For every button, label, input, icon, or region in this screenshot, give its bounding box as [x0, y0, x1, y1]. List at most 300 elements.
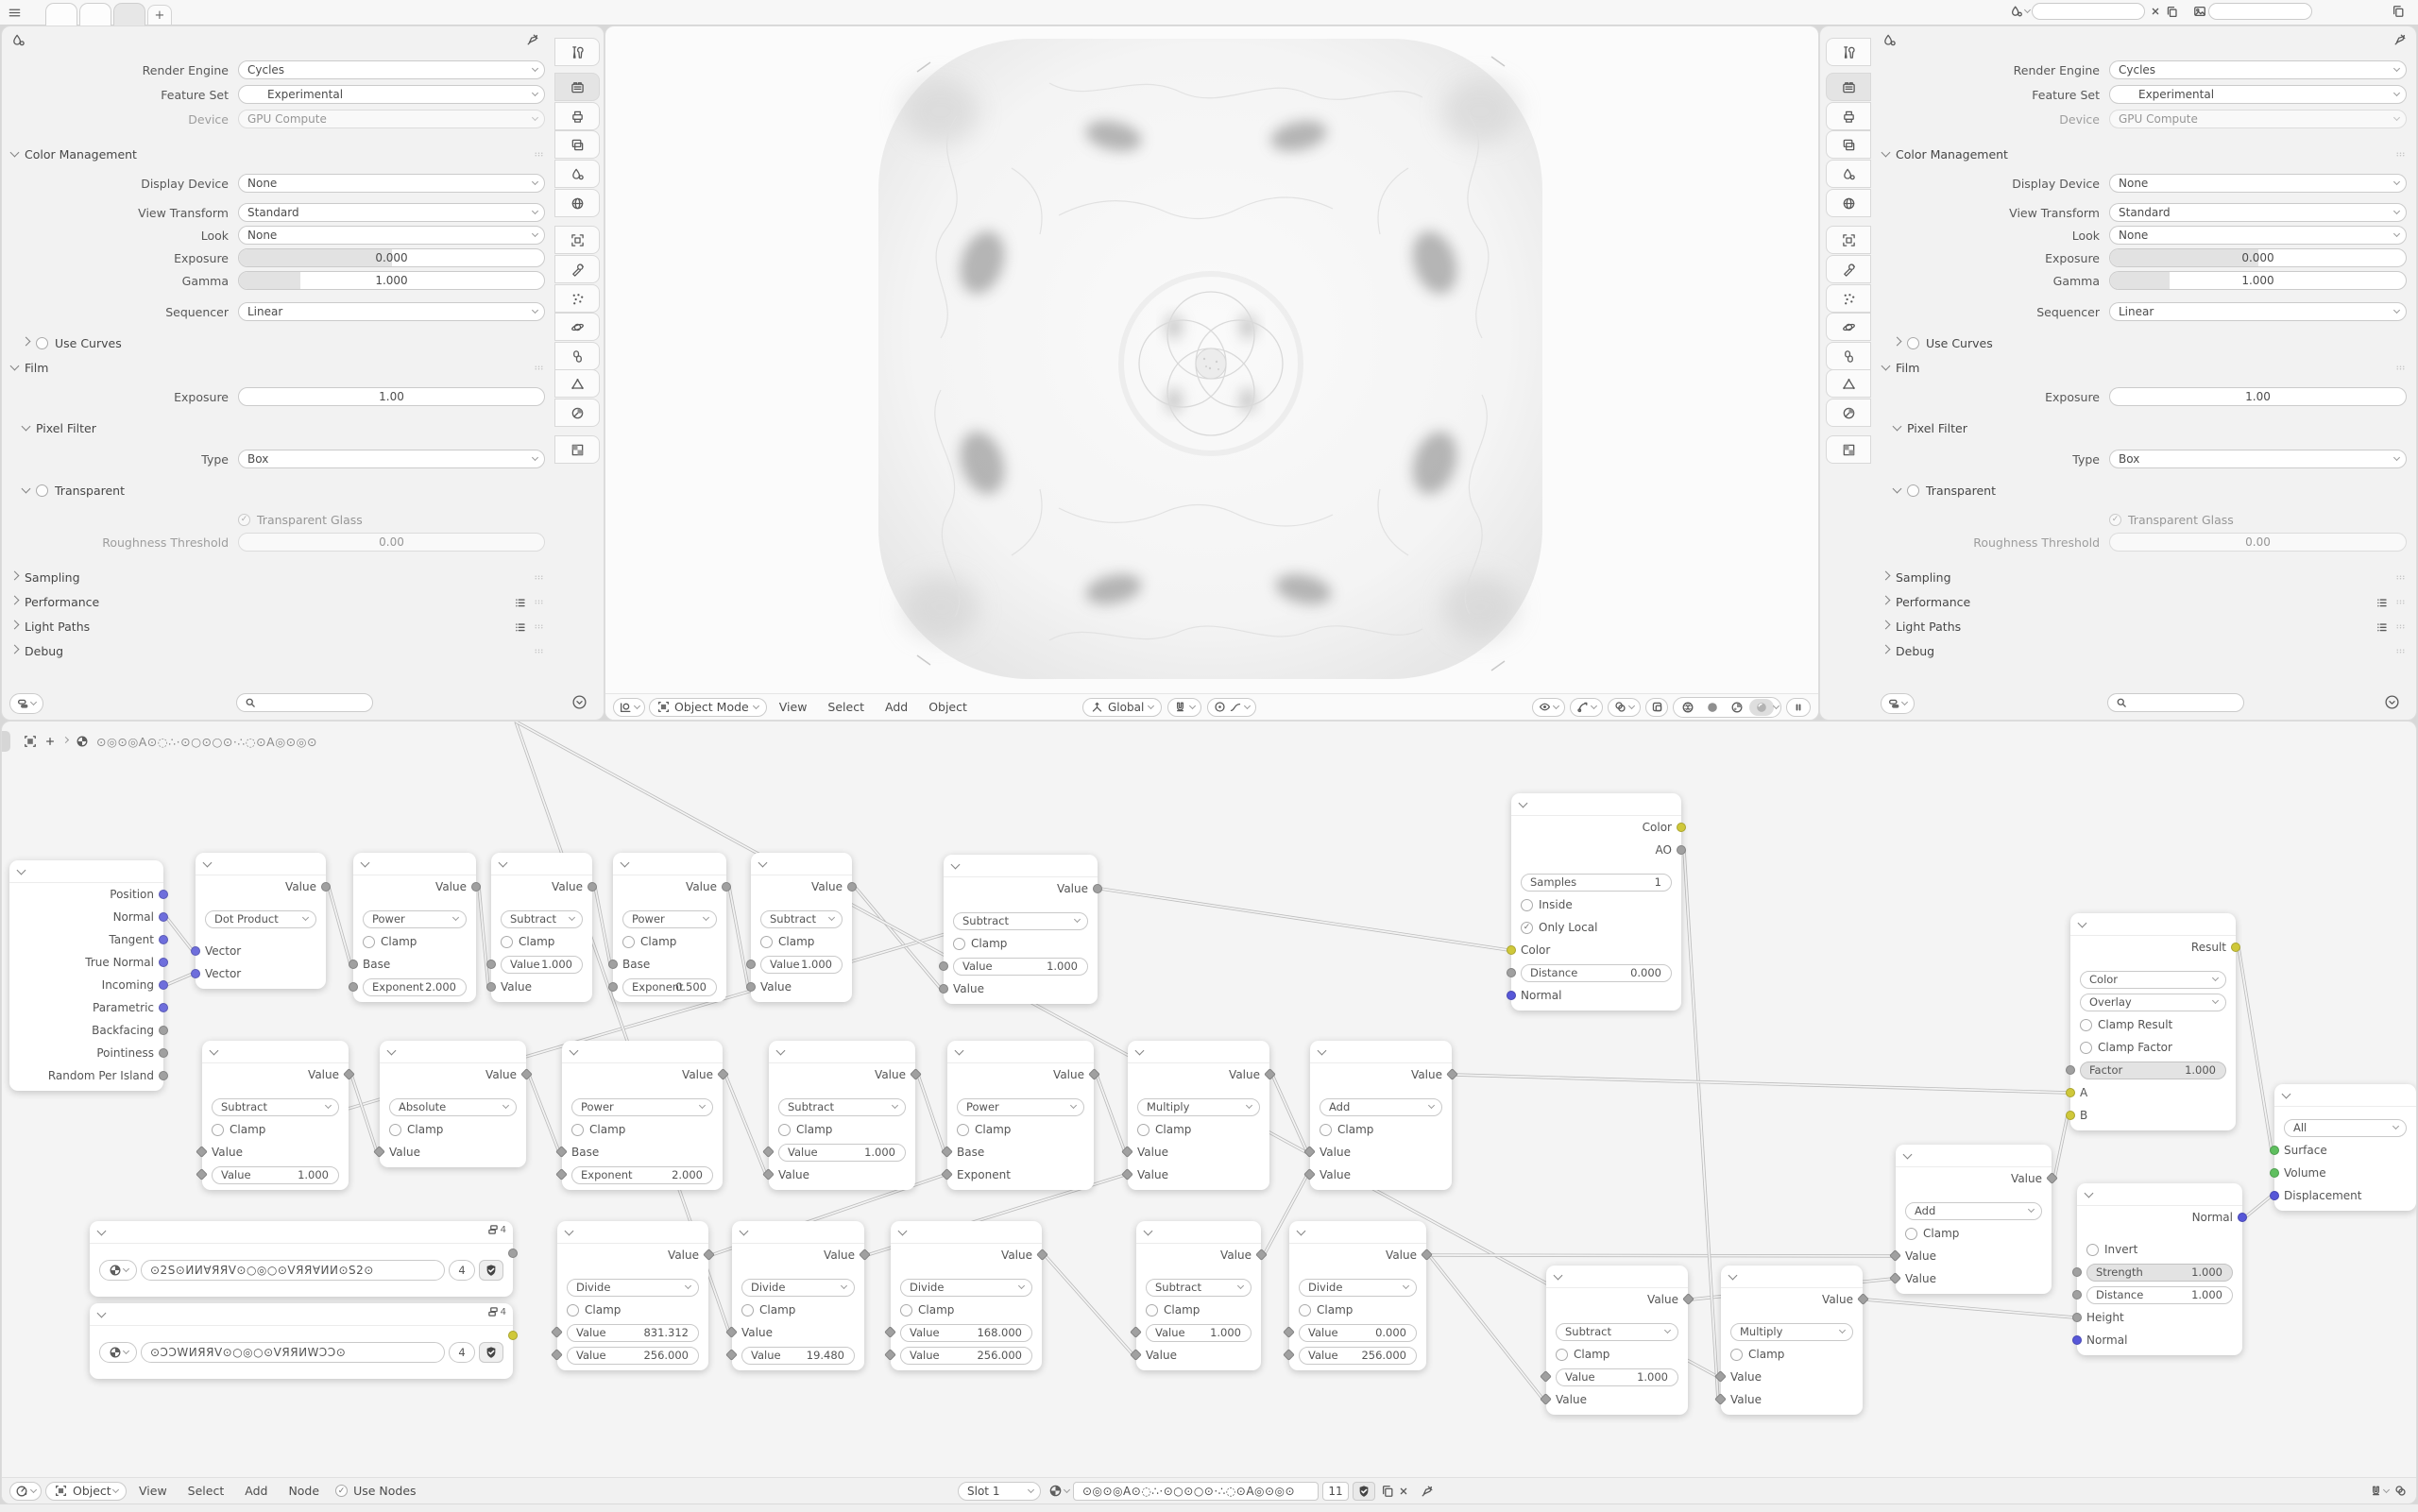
workspace-tab-2[interactable]: [79, 3, 111, 25]
node-header[interactable]: [491, 853, 592, 875]
search-input[interactable]: [236, 693, 373, 712]
node-texA[interactable]: [90, 1221, 513, 1297]
section-light-paths[interactable]: Light Paths: [11, 614, 551, 638]
properties-tab-constraints[interactable]: [554, 342, 600, 370]
node-multiply1[interactable]: [1128, 1041, 1269, 1190]
toggle-transparent[interactable]: Transparent: [1894, 478, 1996, 502]
node-value-field[interactable]: Value 0.000: [1299, 1324, 1417, 1342]
socket-subtract3:o0[interactable]: [1093, 884, 1102, 893]
node-dropdown[interactable]: Power: [622, 910, 717, 928]
properties-tab-world[interactable]: [1826, 189, 1871, 217]
scene-name-field[interactable]: [2032, 3, 2145, 20]
node-header[interactable]: [196, 853, 326, 875]
socket-geometry:o0[interactable]: [159, 890, 168, 899]
node-checkbox[interactable]: [778, 1124, 791, 1136]
properties-tab-scene[interactable]: [554, 160, 600, 188]
material-users-count[interactable]: 11: [1322, 1482, 1349, 1501]
pause-render-button[interactable]: [1786, 698, 1811, 717]
fake-user-shield-button[interactable]: [479, 1260, 503, 1281]
node-value-field[interactable]: Value 256.000: [1299, 1347, 1417, 1365]
socket-mix:o0[interactable]: [2231, 943, 2240, 952]
pin-button[interactable]: [1421, 1485, 1434, 1498]
panel-options-button[interactable]: [2384, 694, 2400, 710]
prop-feature-set-dropdown[interactable]: Experimental: [2109, 85, 2407, 104]
properties-tab-material[interactable]: [1826, 399, 1871, 427]
prop-display-device-dropdown[interactable]: None: [2109, 174, 2407, 193]
node-checkbox[interactable]: [2086, 1244, 2099, 1256]
properties-tab-particles[interactable]: [554, 284, 600, 313]
node-dropdown[interactable]: Subtract: [953, 912, 1088, 930]
node-dot[interactable]: [196, 853, 326, 989]
node-multiply2[interactable]: [1721, 1266, 1863, 1415]
node-editor-menu-add[interactable]: Add: [245, 1484, 268, 1498]
prop-feature-set-dropdown[interactable]: Experimental: [238, 85, 545, 104]
checkbox[interactable]: [36, 484, 48, 497]
snap-toggle[interactable]: [1167, 698, 1201, 717]
node-subtract3[interactable]: [944, 855, 1098, 1004]
node-value-field[interactable]: Factor 1.000: [2080, 1062, 2226, 1079]
image-icon[interactable]: [2193, 5, 2206, 18]
node-checkbox[interactable]: [2080, 1019, 2092, 1031]
node-value-field[interactable]: Value 1.000: [953, 958, 1088, 976]
node-dropdown[interactable]: Subtract: [501, 910, 583, 928]
node-dropdown[interactable]: Subtract: [1146, 1279, 1252, 1297]
node-header[interactable]: [9, 860, 163, 883]
filter-toggle-button[interactable]: [9, 693, 43, 714]
preset-icon[interactable]: [514, 596, 526, 608]
section-pixel-filter[interactable]: Pixel Filter: [23, 416, 551, 440]
node-checkbox[interactable]: [622, 936, 635, 948]
socket-mix:i0[interactable]: [2066, 1065, 2075, 1075]
properties-tab-output[interactable]: [554, 102, 600, 130]
material-name-field[interactable]: ⊙◎⊙◎A⊙◌∴·⊙○⊙○⊙·∴◌⊙A◎⊙◎⊙: [1073, 1482, 1319, 1501]
section-pixel-filter[interactable]: Pixel Filter: [1894, 416, 2412, 440]
properties-tab-world[interactable]: [554, 189, 600, 217]
node-value-field[interactable]: Value 1.000: [501, 956, 583, 974]
properties-tab-scene[interactable]: [1826, 160, 1871, 188]
node-subtract2[interactable]: [751, 853, 852, 1002]
scene-new-button[interactable]: [2166, 6, 2178, 18]
socket-ao:i2[interactable]: [1507, 991, 1516, 1000]
node-value-field[interactable]: Value 831.312: [567, 1324, 699, 1342]
editor-type-button[interactable]: [613, 698, 645, 717]
properties-tab-object-data[interactable]: [554, 369, 600, 398]
section-debug[interactable]: Debug: [1882, 638, 2412, 663]
properties-tab-render[interactable]: [554, 73, 600, 101]
node-divide1[interactable]: [557, 1221, 708, 1370]
node-header[interactable]: [1128, 1041, 1269, 1063]
slot-dropdown[interactable]: Slot 1: [958, 1482, 1041, 1501]
properties-tab-modifiers[interactable]: [1826, 255, 1871, 283]
node-checkbox[interactable]: [571, 1124, 584, 1136]
shading-wireframe-button[interactable]: [1676, 699, 1700, 716]
node-snap-toggle[interactable]: [2370, 1485, 2389, 1497]
properties-tab-tool[interactable]: [1826, 38, 1871, 66]
overlays-dropdown[interactable]: [1608, 698, 1641, 717]
datablock-browse-button[interactable]: [99, 1260, 137, 1281]
node-power2[interactable]: [613, 853, 726, 1002]
node-value-field[interactable]: Distance 0.000: [1521, 964, 1672, 982]
socket-bump:i3[interactable]: [2072, 1335, 2082, 1345]
prop-gamma-slider[interactable]: 1.000: [2109, 271, 2407, 290]
scene-selector[interactable]: [2010, 5, 2030, 18]
node-checkbox[interactable]: [1556, 1349, 1568, 1361]
node-value-field[interactable]: Samples 1: [1521, 874, 1672, 892]
node-checkbox[interactable]: [363, 936, 375, 948]
prop-device-dropdown[interactable]: GPU Compute: [238, 110, 545, 128]
node-subtract7[interactable]: [1546, 1266, 1688, 1415]
node-bump[interactable]: [2077, 1183, 2242, 1355]
node-header[interactable]: [557, 1221, 708, 1244]
node-dropdown[interactable]: Divide: [1299, 1279, 1417, 1297]
users-count-button[interactable]: 4: [449, 1342, 475, 1363]
prop-sequencer-dropdown[interactable]: Linear: [238, 302, 545, 321]
editor-type-button[interactable]: [9, 1482, 42, 1501]
check-transparent-glass[interactable]: ✓ Transparent Glass: [2109, 508, 2407, 531]
node-header[interactable]: [944, 855, 1098, 877]
panel-pin-icon[interactable]: [2393, 33, 2407, 46]
node-checkbox[interactable]: [501, 936, 513, 948]
socket-power1:i0[interactable]: [349, 960, 358, 969]
socket-geometry:o5[interactable]: [159, 1003, 168, 1012]
socket-bump:i2[interactable]: [2072, 1313, 2082, 1322]
preset-menu-icon[interactable]: [514, 596, 526, 608]
section-light-paths[interactable]: Light Paths: [1882, 614, 2412, 638]
node-checkbox[interactable]: [957, 1124, 969, 1136]
prop-exposure-number[interactable]: 1.00: [238, 387, 545, 406]
prop-exposure-slider[interactable]: 0.000: [238, 248, 545, 267]
toggle-use-curves[interactable]: Use Curves: [1894, 331, 1993, 355]
prop-device-dropdown[interactable]: GPU Compute: [2109, 110, 2407, 128]
node-subtract4[interactable]: [202, 1041, 349, 1190]
node-header[interactable]: [732, 1221, 864, 1244]
checkbox[interactable]: [36, 337, 48, 349]
node-dropdown[interactable]: Dot Product: [205, 910, 316, 928]
fake-user-shield-button[interactable]: [479, 1342, 503, 1363]
shader-context-dropdown[interactable]: Object: [45, 1482, 127, 1501]
checkbox[interactable]: ✓: [2109, 514, 2121, 526]
node-add1[interactable]: [1310, 1041, 1452, 1190]
node-header[interactable]: [1896, 1145, 2052, 1167]
properties-tab-constraints[interactable]: [1826, 342, 1871, 370]
search-input[interactable]: [2107, 693, 2244, 712]
node-dropdown[interactable]: Divide: [567, 1279, 699, 1297]
node-value-field[interactable]: Exponent 2.000: [363, 978, 467, 996]
properties-tab-physics[interactable]: [1826, 313, 1871, 341]
node-geometry[interactable]: [9, 860, 163, 1091]
node-header[interactable]: [1136, 1221, 1261, 1244]
socket-dot:o0[interactable]: [321, 882, 331, 892]
socket-subtract1:o0[interactable]: [587, 882, 597, 892]
properties-tab-texture[interactable]: [1826, 435, 1871, 464]
visibility-dropdown[interactable]: [1532, 698, 1565, 717]
gizmos-dropdown[interactable]: [1570, 698, 1603, 717]
new-view-layer-button[interactable]: [2392, 5, 2405, 18]
node-editor-menu-view[interactable]: View: [139, 1484, 167, 1498]
node-checkbox[interactable]: [953, 938, 965, 950]
node-dropdown[interactable]: Divide: [900, 1279, 1032, 1297]
prop-type-dropdown[interactable]: Box: [238, 450, 545, 468]
node-header[interactable]: [380, 1041, 526, 1063]
socket-mix:i2[interactable]: [2066, 1111, 2075, 1120]
properties-tab-modifiers[interactable]: [554, 255, 600, 283]
node-value-field[interactable]: Value 168.000: [900, 1324, 1032, 1342]
app-menu-button[interactable]: [8, 4, 26, 21]
node-dropdown[interactable]: Color: [2080, 971, 2226, 989]
workspace-tab-1[interactable]: [45, 3, 77, 25]
node-checkbox[interactable]: [567, 1304, 579, 1317]
node-dropdown[interactable]: Subtract: [212, 1098, 339, 1116]
properties-tab-object-data[interactable]: [1826, 369, 1871, 398]
shading-material-button[interactable]: [1725, 699, 1749, 716]
socket-geometry:o2[interactable]: [159, 935, 168, 944]
node-header[interactable]: [90, 1221, 513, 1244]
node-value-field[interactable]: Distance 1.000: [2086, 1286, 2233, 1304]
node-checkbox[interactable]: [212, 1124, 224, 1136]
node-checkbox[interactable]: [1146, 1304, 1158, 1317]
panel-pin-icon[interactable]: [526, 33, 539, 46]
node-header[interactable]: [1511, 793, 1681, 816]
section-sampling[interactable]: Sampling: [1882, 565, 2412, 589]
node-checkbox[interactable]: [1299, 1304, 1311, 1317]
prop-exposure-slider[interactable]: 0.000: [2109, 248, 2407, 267]
node-header[interactable]: [751, 853, 852, 875]
prop-roughness-threshold-number[interactable]: 0.00: [2109, 533, 2407, 552]
node-dropdown[interactable]: Divide: [741, 1279, 855, 1297]
node-header[interactable]: [769, 1041, 915, 1063]
node-checkbox[interactable]: [1730, 1349, 1743, 1361]
node-dropdown[interactable]: Absolute: [389, 1098, 517, 1116]
node-header[interactable]: [2077, 1183, 2242, 1206]
socket-power2:i0[interactable]: [608, 960, 618, 969]
socket-dot:i0[interactable]: [191, 946, 200, 956]
node-dropdown[interactable]: Overlay: [2080, 994, 2226, 1011]
socket-subtract1:i1[interactable]: [486, 982, 496, 992]
node-header[interactable]: [202, 1041, 349, 1063]
node-value-field[interactable]: Value 256.000: [567, 1347, 699, 1365]
node-header[interactable]: [1310, 1041, 1452, 1063]
toggle-use-curves[interactable]: Use Curves: [23, 331, 122, 355]
node-checkbox[interactable]: [389, 1124, 401, 1136]
prop-view-transform-dropdown[interactable]: Standard: [2109, 203, 2407, 222]
node-value-field[interactable]: Value 1.000: [760, 956, 843, 974]
node-power4[interactable]: [947, 1041, 1094, 1190]
prop-exposure-number[interactable]: 1.00: [2109, 387, 2407, 406]
preset-icon[interactable]: [514, 620, 526, 633]
shader-node-editor[interactable]: [2, 722, 2416, 1504]
socket-power1:o0[interactable]: [471, 882, 481, 892]
node-header[interactable]: [891, 1221, 1042, 1244]
node-value-field[interactable]: Value 256.000: [900, 1347, 1032, 1365]
socket-subtract2:i0[interactable]: [746, 960, 756, 969]
node-dropdown[interactable]: Power: [571, 1098, 713, 1116]
node-dropdown[interactable]: Power: [363, 910, 467, 928]
node-dropdown[interactable]: Multiply: [1137, 1098, 1260, 1116]
socket-ao:i0[interactable]: [1507, 945, 1516, 955]
section-performance[interactable]: Performance: [1882, 589, 2412, 614]
viewport-menu-select[interactable]: Select: [827, 700, 864, 714]
socket-subtract1:i0[interactable]: [486, 960, 496, 969]
node-power1[interactable]: [353, 853, 476, 1002]
proportional-editing-toggle[interactable]: [1207, 698, 1256, 717]
node-header[interactable]: [613, 853, 726, 875]
node-subtract5[interactable]: [769, 1041, 915, 1190]
section-color-management[interactable]: Color Management: [1882, 142, 2412, 166]
node-overlays-toggle[interactable]: [2394, 1485, 2407, 1497]
node-header[interactable]: [90, 1303, 513, 1326]
view-layer-name-field[interactable]: [2208, 3, 2312, 20]
panel-options-button[interactable]: [571, 694, 587, 710]
properties-tab-texture[interactable]: [554, 435, 600, 464]
checkbox[interactable]: ✓: [238, 514, 250, 526]
node-header[interactable]: [947, 1041, 1094, 1063]
properties-tab-render[interactable]: [1826, 73, 1871, 101]
socket-geometry:o7[interactable]: [159, 1048, 168, 1058]
prop-type-dropdown[interactable]: Box: [2109, 450, 2407, 468]
prop-display-device-dropdown[interactable]: None: [238, 174, 545, 193]
node-checkbox[interactable]: [760, 936, 773, 948]
filter-toggle-button[interactable]: [1881, 693, 1915, 714]
socket-geometry:o4[interactable]: [159, 980, 168, 990]
socket-subtract3:i1[interactable]: [939, 984, 948, 994]
socket-texB:o0[interactable]: [508, 1331, 518, 1340]
section-sampling[interactable]: Sampling: [11, 565, 551, 589]
properties-tab-view-layer[interactable]: [1826, 130, 1871, 159]
prop-gamma-slider[interactable]: 1.000: [238, 271, 545, 290]
viewport-menu-add[interactable]: Add: [884, 700, 909, 714]
node-mix[interactable]: [2070, 913, 2236, 1130]
new-workspace-tab-button[interactable]: +: [147, 5, 172, 25]
node-dropdown[interactable]: Subtract: [778, 1098, 906, 1116]
checkbox[interactable]: [1907, 484, 1919, 497]
node-power3[interactable]: [562, 1041, 723, 1190]
prop-look-dropdown[interactable]: None: [2109, 226, 2407, 245]
viewport-canvas[interactable]: [605, 26, 1818, 694]
viewport-menu-view[interactable]: View: [778, 700, 808, 714]
socket-ao:o0[interactable]: [1677, 823, 1686, 832]
node-value-field[interactable]: Exponent 0.500: [622, 978, 717, 996]
xray-toggle[interactable]: [1645, 698, 1668, 717]
mode-selector[interactable]: Object Mode: [649, 698, 767, 717]
pin-icon[interactable]: [2393, 33, 2407, 46]
node-divide4[interactable]: [1289, 1221, 1426, 1370]
socket-subtract3:i0[interactable]: [939, 961, 948, 971]
node-checkbox[interactable]: [900, 1304, 912, 1317]
socket-bump:o0[interactable]: [2238, 1213, 2247, 1222]
scene-unlink-button[interactable]: [2150, 6, 2161, 17]
checkbox[interactable]: [1907, 337, 1919, 349]
datablock-browse-button[interactable]: [99, 1342, 137, 1363]
shading-rendered-button[interactable]: [1749, 699, 1774, 716]
node-dropdown[interactable]: Subtract: [1556, 1323, 1678, 1341]
socket-dot:i1[interactable]: [191, 969, 200, 978]
node-checkbox[interactable]: [1137, 1124, 1149, 1136]
properties-tab-object[interactable]: [1826, 226, 1871, 254]
node-checkbox[interactable]: [741, 1304, 754, 1317]
node-value-field[interactable]: Value 1.000: [1556, 1368, 1678, 1386]
node-subtract6[interactable]: [1136, 1221, 1261, 1370]
preset-menu-icon[interactable]: [2375, 596, 2388, 608]
prop-view-transform-dropdown[interactable]: Standard: [238, 203, 545, 222]
properties-tab-physics[interactable]: [554, 313, 600, 341]
node-checkbox[interactable]: ✓: [1521, 922, 1533, 934]
node-dropdown[interactable]: Multiply: [1730, 1323, 1853, 1341]
viewport-3d[interactable]: [605, 26, 1818, 720]
section-performance[interactable]: Performance: [11, 589, 551, 614]
node-header[interactable]: [2070, 913, 2236, 936]
copy-icon[interactable]: [2392, 5, 2405, 18]
properties-tab-output[interactable]: [1826, 102, 1871, 130]
viewport-menu-object[interactable]: Object: [928, 700, 967, 714]
node-value-field[interactable]: Exponent 2.000: [571, 1166, 713, 1184]
preset-icon[interactable]: [2375, 620, 2388, 633]
socket-subtract2:o0[interactable]: [847, 882, 857, 892]
socket-mix:i1[interactable]: [2066, 1088, 2075, 1097]
node-editor-menu-select[interactable]: Select: [187, 1484, 225, 1498]
node-header[interactable]: [1289, 1221, 1426, 1244]
socket-output:i0[interactable]: [2270, 1146, 2279, 1155]
socket-power2:i1[interactable]: [608, 982, 618, 992]
properties-tab-view-layer[interactable]: [554, 130, 600, 159]
section-debug[interactable]: Debug: [11, 638, 551, 663]
socket-bump:i1[interactable]: [2072, 1290, 2082, 1300]
socket-output:i1[interactable]: [2270, 1168, 2279, 1178]
properties-tab-particles[interactable]: [1826, 284, 1871, 313]
node-ao[interactable]: [1511, 793, 1681, 1011]
node-add2[interactable]: [1896, 1145, 2052, 1294]
preset-icon[interactable]: [2375, 596, 2388, 608]
preset-menu-icon[interactable]: [514, 620, 526, 633]
fake-user-shield-button[interactable]: [1353, 1482, 1375, 1501]
node-header[interactable]: [353, 853, 476, 875]
node-checkbox[interactable]: [1521, 899, 1533, 911]
node-value-field[interactable]: Value 1.000: [1146, 1324, 1252, 1342]
node-dropdown[interactable]: Add: [1905, 1202, 2042, 1220]
node-subtract1[interactable]: [491, 853, 592, 1002]
node-header[interactable]: [562, 1041, 723, 1063]
node-checkbox[interactable]: [1905, 1228, 1917, 1240]
section-film[interactable]: Film: [1882, 355, 2412, 380]
node-divide3[interactable]: [891, 1221, 1042, 1370]
node-dropdown[interactable]: Power: [957, 1098, 1084, 1116]
new-material-button[interactable]: [1381, 1485, 1394, 1498]
socket-power1:i1[interactable]: [349, 982, 358, 992]
socket-subtract2:i1[interactable]: [746, 982, 756, 992]
node-output[interactable]: [2274, 1084, 2416, 1211]
toggle-transparent[interactable]: Transparent: [23, 478, 125, 502]
users-count-button[interactable]: 4: [449, 1260, 475, 1281]
node-value-field[interactable]: Value 19.480: [741, 1347, 855, 1365]
socket-geometry:o1[interactable]: [159, 912, 168, 922]
check-transparent-glass[interactable]: ✓ Transparent Glass: [238, 508, 545, 531]
region-handle[interactable]: [2, 731, 10, 752]
prop-sequencer-dropdown[interactable]: Linear: [2109, 302, 2407, 321]
socket-ao:i1[interactable]: [1507, 968, 1516, 977]
prop-roughness-threshold-number[interactable]: 0.00: [238, 533, 545, 552]
prop-render-engine-dropdown[interactable]: Cycles: [2109, 60, 2407, 79]
preset-menu-icon[interactable]: [2375, 620, 2388, 633]
node-checkbox[interactable]: [1320, 1124, 1332, 1136]
properties-tab-object[interactable]: [554, 226, 600, 254]
pin-icon[interactable]: [526, 33, 539, 46]
node-dropdown[interactable]: Add: [1320, 1098, 1442, 1116]
node-dropdown[interactable]: All: [2284, 1119, 2407, 1137]
datablock-name-field[interactable]: ⊙2S⊙ИИ∀ЯЯV⊙○◎○⊙VЯЯ∀ИИ⊙S2⊙: [141, 1260, 445, 1281]
socket-geometry:o8[interactable]: [159, 1071, 168, 1080]
scene-icon[interactable]: [2010, 5, 2023, 18]
copy-icon[interactable]: [2166, 6, 2178, 18]
shading-solid-button[interactable]: [1700, 699, 1725, 716]
